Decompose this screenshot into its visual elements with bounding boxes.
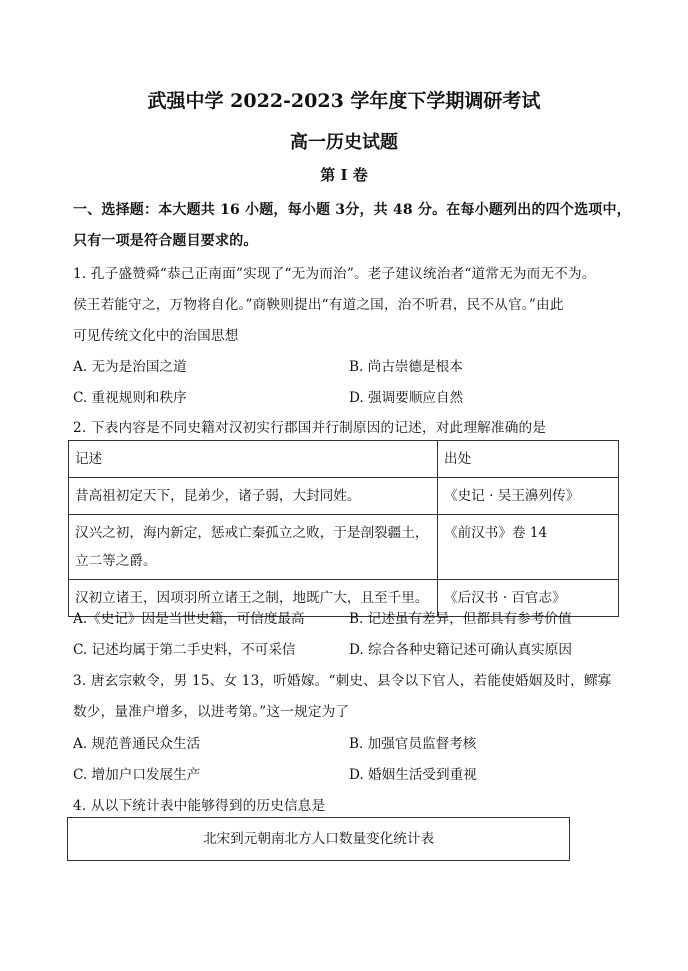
record-text-continued: 立二等之爵。 (75, 553, 157, 569)
table-header-record: 记述 (69, 441, 438, 478)
table-header-source: 出处 (438, 441, 619, 478)
section-instruction-line-1: 一、选择题：本大题共 16 小题，每小题 3分，共 48 分。在每小题列出的四个选项中， (73, 202, 631, 218)
q1-option-b: B. 尚古崇德是根本 (349, 359, 463, 375)
q3-option-b: B. 加强官员监督考核 (349, 736, 477, 752)
q1-stem-line-3: 可见传统文化中的治国思想 (73, 328, 239, 344)
q3-stem-line-2: 数少，量准户增多，以进考第。”这一规定为了 (73, 704, 350, 720)
q2-option-c: C. 记述均属于第二手史料，不可采信 (73, 642, 296, 658)
q1-option-a: A. 无为是治国之道 (73, 359, 187, 375)
q2-stem: 2. 下表内容是不同史籍对汉初实行郡国并行制原因的记述，对此理解准确的是 (73, 420, 547, 436)
record-text: 汉兴之初，海内新定，惩戒亡秦孤立之败，于是剖裂疆土， (75, 525, 429, 541)
q1-option-d: D. 强调要顺应自然 (349, 390, 464, 406)
volume-label: 第 I 卷 (320, 166, 368, 184)
table-header-row (69, 441, 619, 478)
q1-option-c: C. 重视规则和秩序 (73, 390, 187, 406)
q3-option-c: C. 增加户口发展生产 (73, 767, 201, 783)
q3-option-a: A. 规范普通民众生活 (73, 736, 201, 752)
subject-title: 高一历史试题 (290, 132, 398, 153)
q2-option-b: B. 记述虽有差异，但都具有参考价值 (349, 611, 572, 627)
q4-stem: 4. 从以下统计表中能够得到的历史信息是 (73, 798, 326, 814)
record-text: 汉初立诸王，因项羽所立诸王之制，地既广大，且至千里。 (75, 590, 429, 606)
q1-stem-line-2: 侯王若能守之，万物将自化。”商鞅则提出“有道之国，治不听君，民不从官。”由此 (73, 297, 564, 313)
section-instruction-line-2: 只有一项是符合题目要求的。 (73, 233, 258, 249)
q3-option-d: D. 婚姻生活受到重视 (349, 767, 477, 783)
table-row (69, 515, 619, 580)
q1-stem-line-1: 1. 孔子盛赞舜“恭己正南面”实现了“无为而治”。老子建议统治者“道常无为而无不为。 (73, 266, 596, 282)
table-cell-source: 《后汉书 · 百官志》 (438, 580, 619, 617)
q2-source-table (68, 440, 619, 617)
record-text: 昔高祖初定天下，昆弟少，诸子弱，大封同姓。 (75, 488, 361, 504)
school-title: 武强中学 2022-2023 学年度下学期调研考试 (147, 90, 541, 112)
table-cell-record (69, 515, 438, 580)
table-cell-source: 《前汉书》卷 14 (438, 515, 619, 580)
q3-stem-line-1: 3. 唐玄宗敕令，男 15、女 13，听婚嫁。“刺史、县令以下官人，若能使婚姻及时，鳏寡 (73, 673, 612, 689)
q4-table-title-box: 北宋到元朝南北方人口数量变化统计表 (67, 817, 570, 861)
q2-option-d: D. 综合各种史籍记述可确认真实原因 (349, 642, 572, 658)
q2-option-a: A.《史记》因是当世史籍，可信度最高 (73, 611, 305, 627)
table-cell-record (69, 478, 438, 515)
table-cell-source: 《史记 · 吴王濞列传》 (438, 478, 619, 515)
table-row (69, 478, 619, 515)
